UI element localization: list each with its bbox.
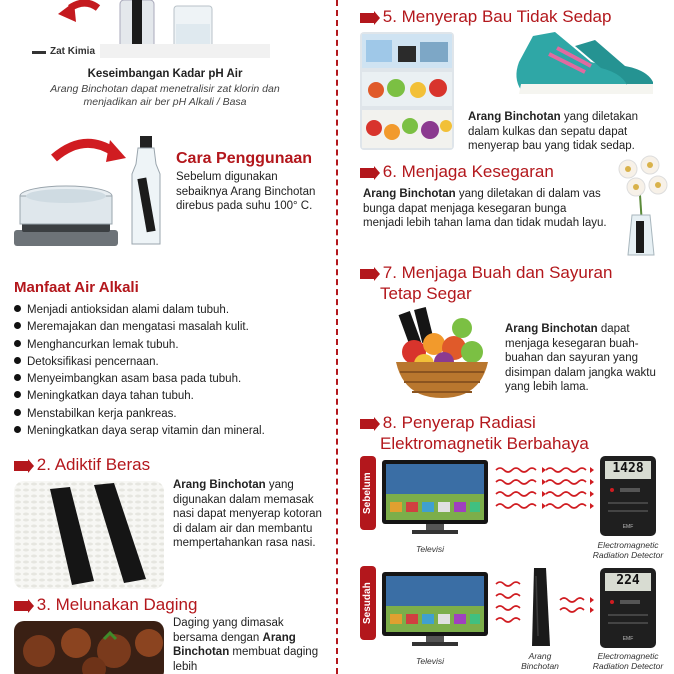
sesudah-tab: Sesudah: [360, 566, 376, 640]
zat-kimia-label: Zat Kimia: [50, 46, 96, 57]
section-3-text: Daging yang dimasak bersama dengan Arang Binchotan membuat daging lebih: [173, 617, 319, 673]
list-item: Detoksifikasi pencernaan.: [14, 354, 265, 371]
binchotan-charcoal-icon: [528, 566, 552, 648]
section-arrow-icon: [360, 13, 374, 23]
ph-subtitle: Arang Binchotan dapat menetralisir zat klorin dan menjadikan air ber pH Alkali / Basa: [50, 83, 280, 108]
cara-penggunaan-title: Cara Penggunaan: [176, 150, 313, 167]
tv-before-icon: [380, 458, 490, 540]
section-8-title-line2: Elektromagnetik Berbahaya: [380, 434, 589, 453]
fridge-photo: [360, 32, 454, 150]
reading-after: 224: [616, 573, 640, 588]
section-7-title-line2: Tetap Segar: [380, 284, 472, 303]
detector-label-before: Electromagnetic Radiation Detector: [592, 540, 664, 560]
cara-penggunaan-text: Sebelum digunakan sebaiknya Arang Binchotan direbus pada suhu 100° C.: [176, 171, 316, 212]
section-2-title: 2. Adiktif Beras: [14, 454, 150, 475]
reading-before: 1428: [612, 461, 644, 476]
section-6-title: 6. Menjaga Kesegaran: [360, 161, 554, 182]
section-5-text: Arang Binchotan yang diletakan dalam kulkas dan sepatu dapat menyerap bau yang tidak sedap.: [468, 111, 639, 152]
rice-photo: [14, 481, 164, 589]
manfaat-list: [14, 302, 265, 440]
list-item: Menstabilkan kerja pankreas.: [14, 406, 265, 423]
ph-title: Keseimbangan Kadar pH Air: [87, 68, 243, 80]
section-5-title: 5. Menyerap Bau Tidak Sedap: [360, 6, 611, 27]
sebelum-tab: Sebelum: [360, 456, 376, 530]
manfaat-title: Manfaat Air Alkali: [14, 279, 139, 296]
detector-label-after: Electromagnetic Radiation Detector: [592, 651, 664, 671]
shoes-photo: [505, 28, 655, 106]
tv-after-icon: [380, 570, 490, 652]
list-item: Menghancurkan lemak tubuh.: [14, 337, 265, 354]
list-item: Meremajakan dan mengatasi masalah kulit.: [14, 319, 265, 336]
section-arrow-icon: [14, 461, 28, 471]
section-arrow-icon: [360, 168, 374, 178]
section-7-text: Arang Binchotan dapat menjaga kesegaran buah-buahan dan sayuran yang disimpan dalam jangka waktu yang lebih lama.: [505, 323, 656, 393]
section-arrow-icon: [14, 601, 28, 611]
section-7-title: 7. Menjaga Buah dan Sayuran: [360, 262, 612, 283]
section-6-text: Arang Binchotan yang diletakan di dalam vas bunga dapat menjaga kesegaran bunga menjadi lebih tahan lama dan tidak mudah layu.: [363, 188, 607, 229]
list-item: Meningkatkan daya tahan tubuh.: [14, 388, 265, 405]
radiation-waves-before-icon: [494, 462, 594, 522]
list-item: Menjadi antioksidan alami dalam tubuh.: [14, 302, 265, 319]
section-arrow-icon: [360, 419, 374, 429]
tv-label-after: Televisi: [415, 656, 445, 666]
svg-text:EMF: EMF: [622, 636, 634, 642]
section-2-text: Arang Binchotan yang digunakan dalam memasak nasi dapat menyerap kotoran di dalam air dan membantu mempertahankan rasa nasi.: [173, 479, 322, 549]
list-item: Menyeimbangkan asam basa pada tubuh.: [14, 371, 265, 388]
zat-dash: [32, 51, 46, 54]
flower-vase-photo: [610, 155, 670, 259]
boiling-pot-illustration: [14, 130, 174, 248]
tv-label-before: Televisi: [415, 544, 445, 554]
section-arrow-icon: [360, 269, 374, 279]
binchotan-label: Arang Binchotan: [521, 651, 559, 671]
list-item: Meningkatkan daya serap vitamin dan mineral.: [14, 423, 265, 440]
fruit-basket-photo: [390, 306, 494, 400]
section-3-title: 3. Melunakan Daging: [14, 594, 197, 615]
column-divider: [336, 0, 338, 674]
svg-text:EMF: EMF: [622, 524, 634, 530]
meat-photo: [14, 621, 164, 674]
section-8-title: 8. Penyerap Radiasi: [360, 412, 536, 433]
